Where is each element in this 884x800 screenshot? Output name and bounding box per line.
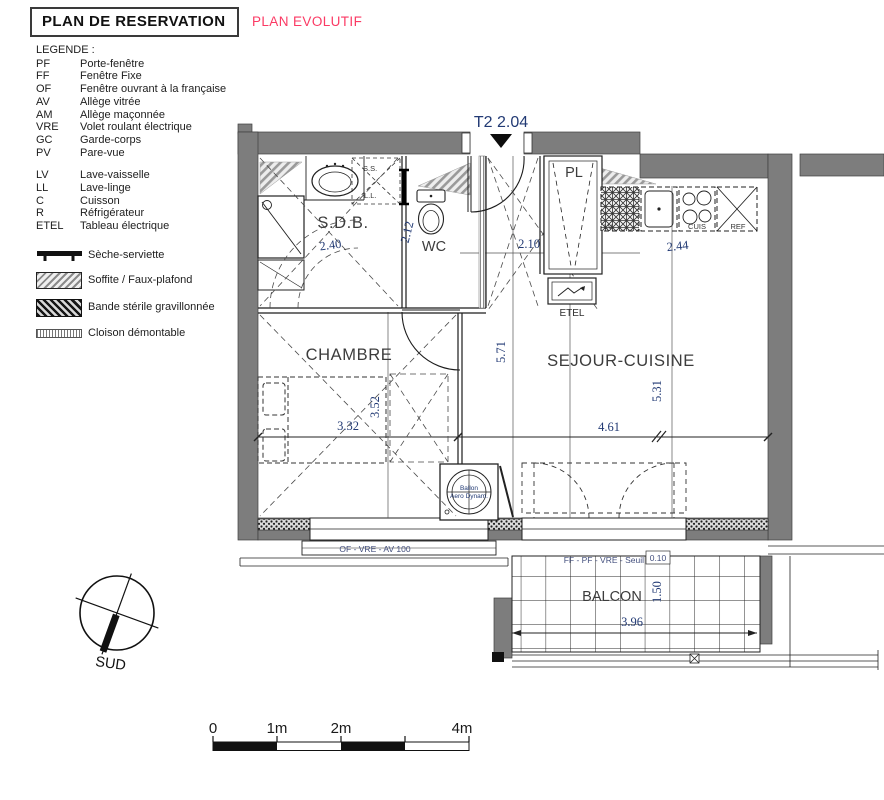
removable-partition [479,156,485,308]
legend-abbr: FF [36,70,50,83]
cooktop [683,191,711,224]
unit-label: T2 2.04 [473,114,529,131]
washbasin [304,156,364,200]
label-towel-radiator: S.S. [363,164,378,173]
room-label-sejour: SEJOUR-CUISINE [547,352,695,370]
legend-abbr: LV [36,169,49,182]
legend-label: Cuisson [80,194,120,207]
toilet [417,190,445,234]
label-dishwasher: LV [604,222,613,231]
towel-radiator [399,170,409,204]
legend-abbr: VRE [36,121,59,134]
page-subtitle: PLAN EVOLUTIF [252,14,363,29]
sdb-ceiling-marks [260,158,398,308]
kitchen-sink [645,191,673,227]
label-washer: L.L. [364,191,377,200]
dim-sejour-depth: 5.31 [650,380,664,402]
entrance-door [468,156,524,212]
legend-abbr: OF [36,83,52,96]
legend-heading: LEGENDE : [36,44,95,56]
legend-label: Porte-fenêtre [80,57,145,70]
legend-abbr: AM [36,108,53,121]
legend-abbr: ETEL [36,220,64,233]
legend-label: Sèche-serviette [88,248,165,261]
room-label-pl: PL [565,165,583,181]
scale-bar [209,720,473,751]
bedroom-window-annotation: OF - VRE - AV 100 [339,544,411,554]
compass [61,558,173,674]
balcony-door-opening [522,518,686,540]
legend-abbr: AV [36,95,50,108]
balcony-threshold: 0.10 [649,553,667,563]
legend-label: Garde-corps [80,133,142,146]
legend-abbr: PV [36,146,51,159]
scale-tick-label: 4m [451,720,473,737]
room-label-sdb: S.D.B. [317,214,369,232]
scale-tick-label: 1m [266,720,288,737]
legend-label: Soffite / Faux-plafond [88,273,193,286]
bed [258,377,386,463]
legend-label: Fenêtre Fixe [80,70,142,83]
dim-entry: 2.10 [518,237,540,251]
legend-label: Allège vitrée [80,95,141,108]
legend-label: Pare-vue [80,146,125,159]
legend-label: Cloison démontable [88,326,186,339]
balcony-french-doors [522,463,686,518]
legend-label: Allège maçonnée [80,108,166,121]
room-label-chambre: CHAMBRE [305,346,393,364]
label-ballon-2: Aero Dynam. [450,493,488,500]
room-label-balcon: BALCON [582,589,642,605]
legend-abbr: PF [36,57,51,70]
legend-label: Tableau électrique [80,220,170,233]
legend-label: Bande stérile gravillonnée [88,301,215,314]
scale-tick-label: 2m [330,720,352,737]
dim-chambre-width: 3.32 [337,419,359,433]
label-etel: ETEL [559,308,585,319]
legend-label: Fenêtre ouvrant à la française [80,83,227,96]
legend-abbr: R [36,207,44,220]
dim-sdb-depth: 2.12 [397,219,417,245]
room-label-wc: WC [421,239,447,255]
dim-balcon-depth: 1.50 [650,581,664,603]
legend-abbr: C [36,194,44,207]
legend-label: Volet roulant électrique [80,121,192,134]
balcony-door-annotation: FF - PF - VRE - Seuil [563,555,644,565]
dim-chambre-depth: 3.52 [368,396,382,418]
dim-sejour-width: 4.61 [598,420,620,434]
shower [258,196,304,290]
label-ballon-1: Ballon [459,485,479,492]
dim-sdb-width: 2.40 [318,236,343,254]
legend-abbr: GC [36,133,53,146]
label-fridge: REF [730,222,746,231]
label-cooktop: CUIS [688,222,706,231]
compass-label: SUD [94,653,127,675]
legend-label: Réfrigérateur [80,207,145,220]
legend-abbr: LL [36,182,49,195]
dim-kitchen: 2.44 [665,237,690,255]
dim-sejour-left: 5.71 [494,341,508,363]
water-heater [440,464,513,520]
dim-balcon-width: 3.96 [621,615,643,629]
legend-label: Lave-vaisselle [80,169,150,182]
electrical-panel [548,278,596,304]
legend-label: Lave-linge [80,182,131,195]
scale-tick-label: 0 [208,720,218,737]
entrance-arrow-icon [490,134,512,148]
page-title: PLAN DE RESERVATION [30,7,239,37]
